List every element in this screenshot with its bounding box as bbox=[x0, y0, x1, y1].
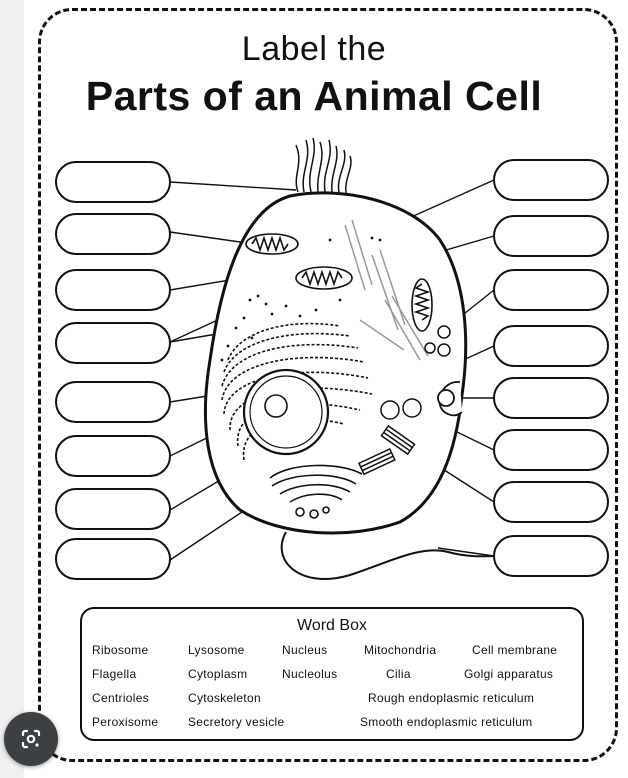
label-box bbox=[56, 539, 170, 579]
word-rough-er: Rough endoplasmic reticulum bbox=[368, 691, 535, 705]
label-box bbox=[494, 378, 608, 418]
label-box bbox=[56, 214, 170, 254]
word-cell-membrane: Cell membrane bbox=[472, 643, 558, 657]
label-box bbox=[56, 162, 170, 202]
word-nucleus: Nucleus bbox=[282, 643, 328, 657]
word-ribosome: Ribosome bbox=[92, 643, 149, 657]
label-box bbox=[494, 270, 608, 310]
word-centrioles: Centrioles bbox=[92, 691, 150, 705]
google-lens-icon bbox=[19, 727, 43, 751]
label-boxes-right bbox=[494, 160, 608, 576]
word-smooth-er: Smooth endoplasmic reticulum bbox=[360, 715, 533, 729]
label-box bbox=[56, 323, 170, 363]
label-box bbox=[56, 436, 170, 476]
label-box bbox=[494, 536, 608, 576]
word-mitochondria: Mitochondria bbox=[364, 643, 437, 657]
word-nucleolus: Nucleolus bbox=[282, 667, 338, 681]
label-box bbox=[56, 382, 170, 422]
cilia bbox=[296, 138, 351, 193]
worksheet-title-line2: Parts of an Animal Cell bbox=[85, 73, 543, 119]
label-box bbox=[56, 270, 170, 310]
word-peroxisome: Peroxisome bbox=[92, 715, 159, 729]
label-boxes-left bbox=[56, 162, 170, 579]
label-box bbox=[494, 430, 608, 470]
label-box bbox=[494, 160, 608, 200]
word-flagella: Flagella bbox=[92, 667, 137, 681]
cell-membrane bbox=[205, 193, 465, 533]
flagellum bbox=[282, 532, 494, 579]
word-secretory-vesicle: Secretory vesicle bbox=[188, 715, 285, 729]
label-box bbox=[494, 326, 608, 366]
word-cytoskeleton: Cytoskeleton bbox=[188, 691, 261, 705]
nucleolus bbox=[265, 395, 287, 417]
word-lysosome: Lysosome bbox=[188, 643, 245, 657]
word-cilia: Cilia bbox=[386, 667, 411, 681]
google-lens-button[interactable] bbox=[4, 712, 58, 766]
label-box bbox=[494, 216, 608, 256]
word-box bbox=[80, 607, 584, 741]
word-box-title: Word Box bbox=[297, 617, 367, 634]
label-box bbox=[494, 482, 608, 522]
word-cytoplasm: Cytoplasm bbox=[188, 667, 248, 681]
worksheet-title-line1: Label the bbox=[241, 30, 387, 68]
label-box bbox=[56, 489, 170, 529]
word-golgi-apparatus: Golgi apparatus bbox=[464, 667, 554, 681]
